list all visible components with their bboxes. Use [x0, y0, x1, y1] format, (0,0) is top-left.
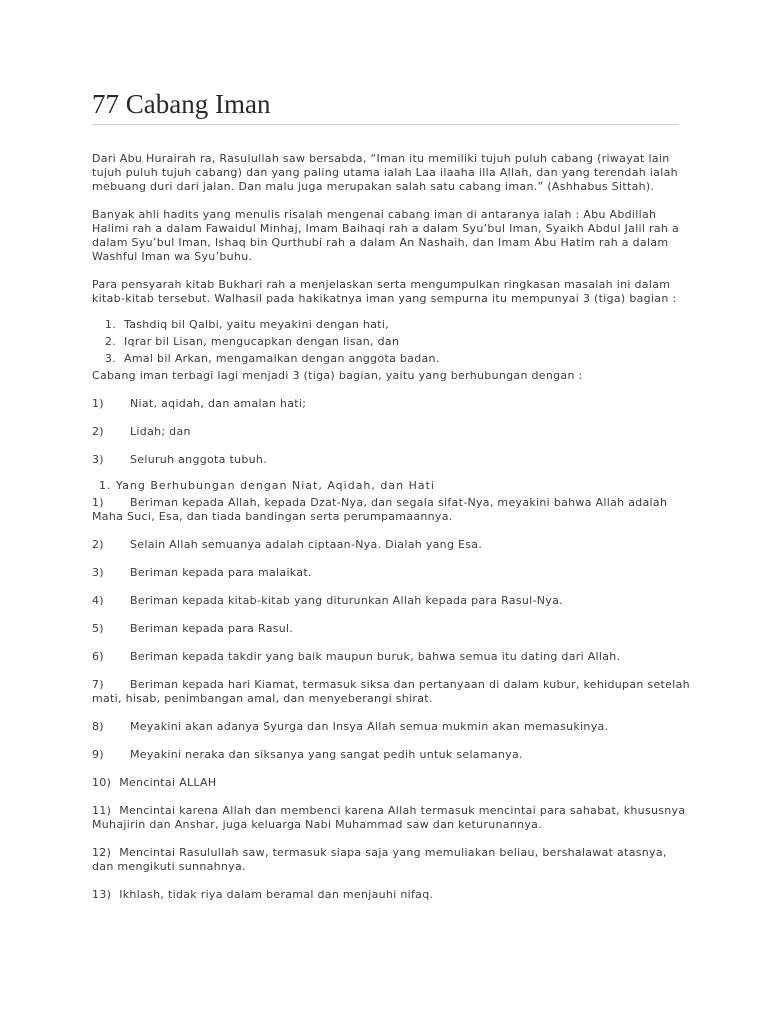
list-item: 3) Seluruh anggota tubuh. [92, 453, 268, 466]
list-item: 2) Lidah; dan [92, 425, 191, 438]
list-item: 1. Tashdiq bil Qalbi, yaitu meyakini dengan hati, [104, 318, 390, 331]
list-item: 12) Mencintai Rasulullah saw, termasuk siapa saja yang memuliakan beliau, bershalawat atasnya, dan mengikuti sunnahnya. [92, 846, 667, 873]
list-item: 3. Amal bil Arkan, mengamalkan dengan anggota badan. [104, 352, 440, 365]
paragraph: Para pensyarah kitab Bukhari rah a menjelaskan serta mengumpulkan ringkasan masalah ini dalam kitab-kitab tersebut. Walhasil pada hakikatnya iman yang sempurna itu mempunyai 3 (tiga) bagian : [92, 278, 677, 305]
branch-list [92, 496, 692, 902]
list-item: 13) Ikhlash, tidak riya dalam beramal dan menjauhi nifaq. [92, 888, 434, 901]
iman-parts-list [92, 318, 692, 369]
section-heading: 1. Yang Berhubungan dengan Niat, Aqidah, dan Hati [99, 479, 435, 492]
list-item: 8) Meyakini akan adanya Syurga dan Insya Allah semua mukmin akan memasukinya. [92, 720, 609, 733]
list-item: 10) Mencintai ALLAH [92, 776, 217, 789]
list-item: 2) Selain Allah semuanya adalah ciptaan-Nya. Dialah yang Esa. [92, 538, 483, 551]
list-item: 7) Beriman kepada hari Kiamat, termasuk siksa dan pertanyaan di dalam kubur, kehidupan setelah mati, hisab, penimbangan amal, dan menyeberangi shirat. [92, 678, 690, 705]
document-body [92, 152, 692, 916]
list-item: 9) Meyakini neraka dan siksanya yang sangat pedih untuk selamanya. [92, 748, 523, 761]
cabang-line: Cabang iman terbagi lagi menjadi 3 (tiga) bagian, yaitu yang berhubungan dengan : [92, 369, 583, 382]
list-item: 2. Iqrar bil Lisan, mengucapkan dengan lisan, dan [104, 335, 400, 348]
list-item: 3) Beriman kepada para malaikat. [92, 566, 312, 579]
title-divider [92, 124, 678, 125]
list-item: 1) Beriman kepada Allah, kepada Dzat-Nya, dan segala sifat-Nya, meyakini bahwa Allah adalah Maha Suci, Esa, dan tiada bandingan serta perumpamaannya. [92, 496, 668, 523]
list-item: 4) Beriman kepada kitab-kitab yang diturunkan Allah kepada para Rasul-Nya. [92, 594, 563, 607]
page-title: 77 Cabang Iman [92, 89, 271, 119]
list-item: 6) Beriman kepada takdir yang baik maupun buruk, bahwa semua itu dating dari Allah. [92, 650, 621, 663]
list-item: 1) Niat, aqidah, dan amalan hati; [92, 397, 307, 410]
paragraph: Banyak ahli hadits yang menulis risalah mengenai cabang iman di antaranya ialah : Abu Abdillah Halimi rah a dalam Fawaidul Minhaj, Imam Baihaqi rah a dalam Syu’bul Iman, Syaikh Abdul Jalil rah a dalam Syu’bul Iman, Ishaq bin Qurthubi rah a dalam An Nashaih, dan Imam Abu Hatim rah a dalam Washful Iman wa Syu’buhu. [92, 208, 680, 263]
list-item: 11) Mencintai karena Allah dan membenci karena Allah termasuk mencintai para sahabat, khususnya Muhajirin dan Anshar, juga keluarga Nabi Muhammad saw dan keturunannya. [92, 804, 686, 831]
paragraph: Dari Abu Hurairah ra, Rasulullah saw bersabda, “Iman itu memiliki tujuh puluh cabang (riwayat lain tujuh puluh tujuh cabang) dan yang paling utama ialah Laa ilaaha illa Allah, dan yang terendah ialah mebuang duri dari jalan. Dan malu juga merupakan salah satu cabang iman.” (Ashhabus Sittah). [92, 152, 678, 193]
list-item: 5) Beriman kepada para Rasul. [92, 622, 294, 635]
